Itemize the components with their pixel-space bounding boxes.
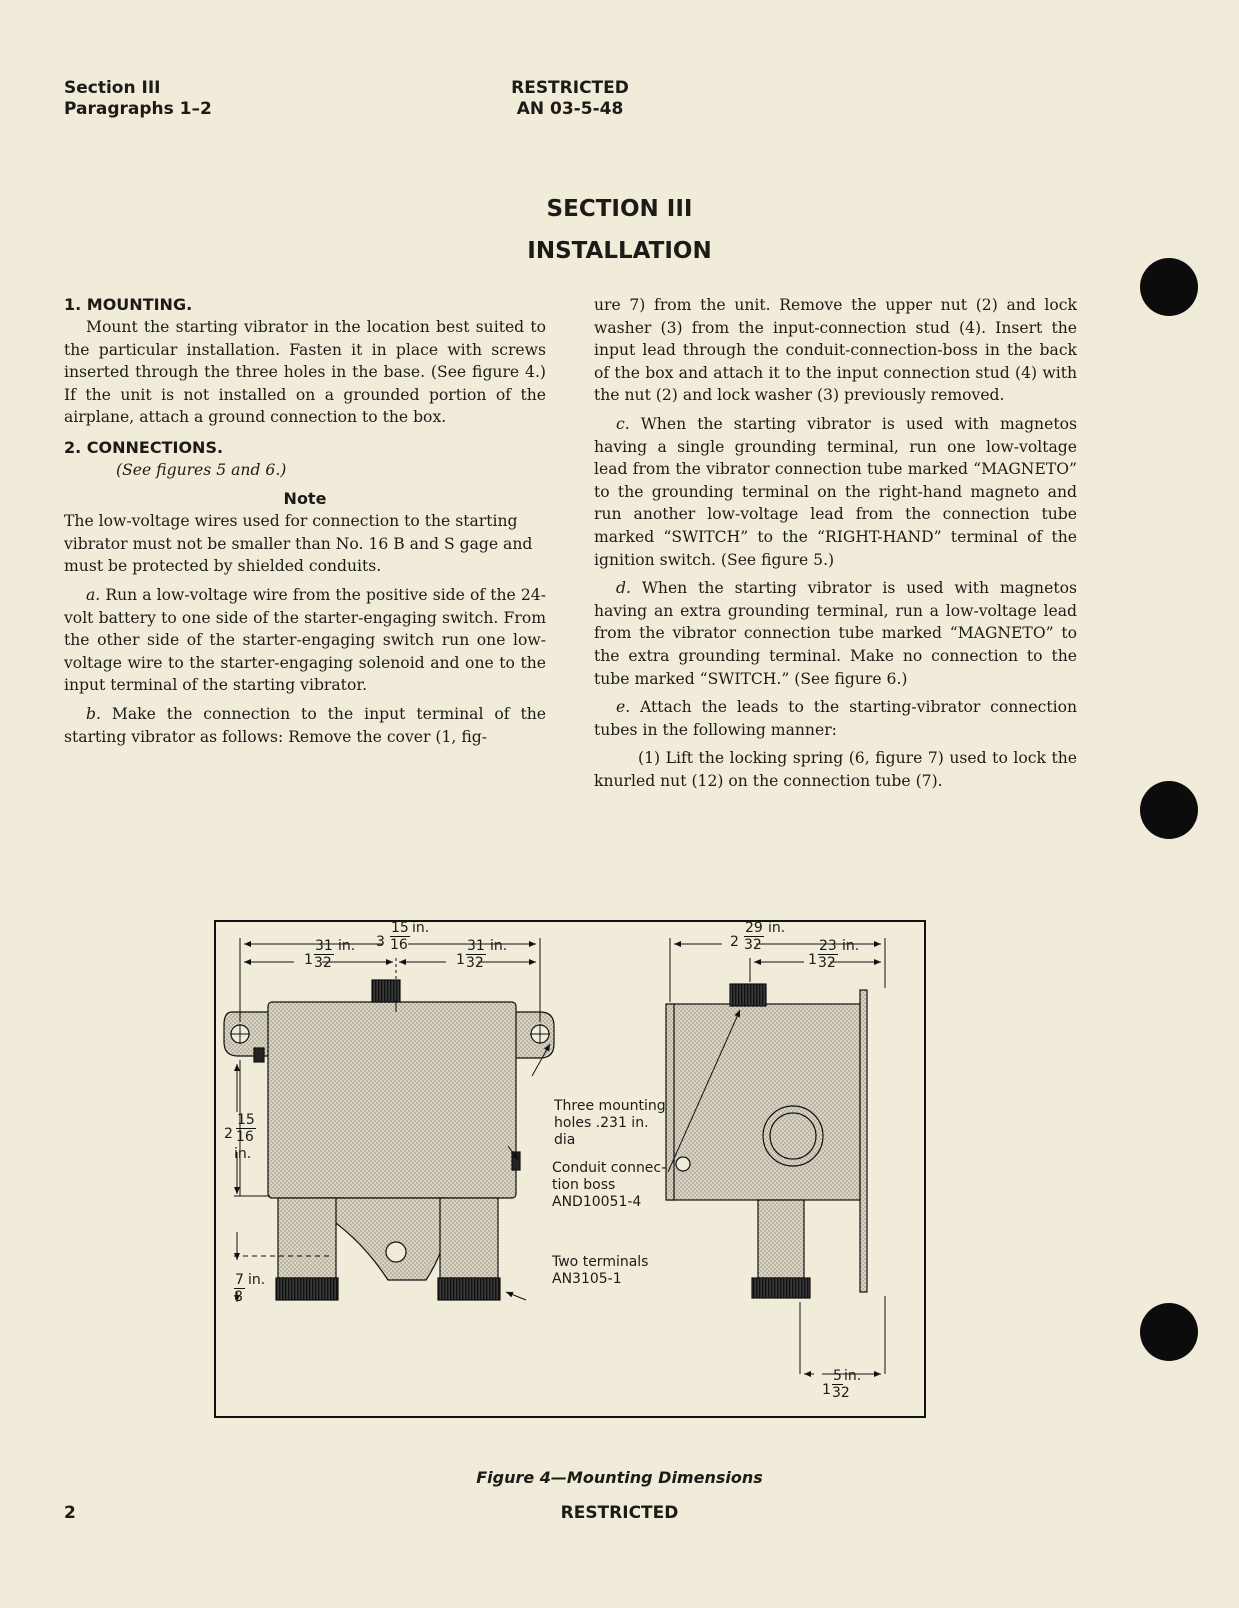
label-e1: (1) [638,749,661,768]
label-a: a. [86,585,101,604]
text-e1: Lift the locking spring (6, figure 7) used to lock the knurled nut (12) on the connection tube (7). [594,749,1077,790]
left-column [64,294,546,748]
callout-mounting-holes: Three mounting holes .231 in. dia [554,1098,666,1148]
figure-caption: Figure 4—Mounting Dimensions [476,1468,763,1487]
heading-mounting: 1. MOUNTING. [64,295,193,314]
page-number: 2 [64,1503,76,1523]
header-classification: RESTRICTED [511,78,629,98]
header-section: Section III [64,78,161,98]
heading-connections: 2. CONNECTIONS. [64,437,224,457]
label-e: e. [616,698,631,717]
binder-hole [1140,781,1198,839]
running-header-left [64,78,212,120]
paragraph-mounting: Mount the starting vibrator in the location best suited to the particular installation. Fasten it in place with screws inserted through the three holes in the base. (See figure 4.) If the unit is not installed on a grounded portion of the airplane, attach a ground connection to the box. [64,318,546,427]
header-doc-number: AN 03-5-48 [516,99,624,119]
callout-terminals: Two terminals AN3105-1 [552,1254,649,1287]
paragraph-c [594,413,1077,571]
text-c: When the starting vibrator is used with magnetos having a single grounding terminal, run one low-voltage lead from the vibrator connection tube marked “MAGNETO” to the grounding terminal on the right-hand magneto and run another low-voltage lead from the connection tube marked “SWITCH” to the “RIGHT-HAND” terminal of the ignition switch. (See figure 5.) [594,414,1077,569]
header-paragraphs: Paragraphs 1–2 [64,99,212,119]
binder-hole [1140,258,1198,316]
page-title [0,188,1239,272]
paragraph-e [594,696,1077,741]
paragraph-b-continued: ure 7) from the unit. Remove the upper nut (2) and lock washer (3) from the input-connection stud (4). Insert the input lead through the conduit-connection-boss in the back of the box and attach it to the input connection stud (4) with the nut (2) and lock washer (3) previously removed. [594,296,1077,405]
text-d: When the starting vibrator is used with magnetos having an extra grounding terminal, run a low-voltage lead from the vibrator connection tube marked “MAGNETO” to the extra grounding terminal. Make no connection to the tube marked “SWITCH.” (See figure 6.) [594,579,1077,688]
title-section: SECTION III [546,196,693,222]
text-a: Run a low-voltage wire from the positive side of the 24-volt battery to one side of the starter-engaging switch. From the other side of the starter-engaging switch run one low-voltage wire to the starter-engaging solenoid and one to the input terminal of the starting vibrator. [64,585,546,695]
title-name: INSTALLATION [527,238,712,264]
right-column [594,294,1077,792]
footer-classification: RESTRICTED [560,1503,679,1523]
note-body: The low-voltage wires used for connection to the starting vibrator must not be smaller than No. 16 B and S gage and must be protected by shielded conduits. [64,512,533,576]
running-header-center [490,78,650,120]
label-b: b. [86,704,101,723]
paragraph-a [64,584,546,697]
text-e: Attach the leads to the starting-vibrator connection tubes in the following manner: [594,698,1077,739]
binder-hole [1140,1303,1198,1361]
label-d: d. [616,579,631,598]
text-b: Make the connection to the input terminal of the starting vibrator as follows: Remove the cover (1, fig- [64,704,547,746]
note-title: Note [283,488,327,508]
paragraph-d [594,577,1077,690]
figure-4-mounting-dimensions: 3 15 16 in. 1 31 32 in. 1 31 32 in. 2 15 16 in. 7 8 in. 2 29 32 in. 1 23 32 in. 1 5 32 in. Three mounting holes .231 in. dia Conduit connec- tion boss AND10051-4 Two terminals AN3105-1 [214,920,926,1418]
paragraph-b [64,703,546,748]
paragraph-e1 [594,747,1077,792]
label-c: c. [616,414,630,433]
callout-conduit-boss: Conduit connec- tion boss AND10051-4 [552,1160,667,1210]
connections-see-figures: (See figures 5 and 6.) [116,460,287,479]
